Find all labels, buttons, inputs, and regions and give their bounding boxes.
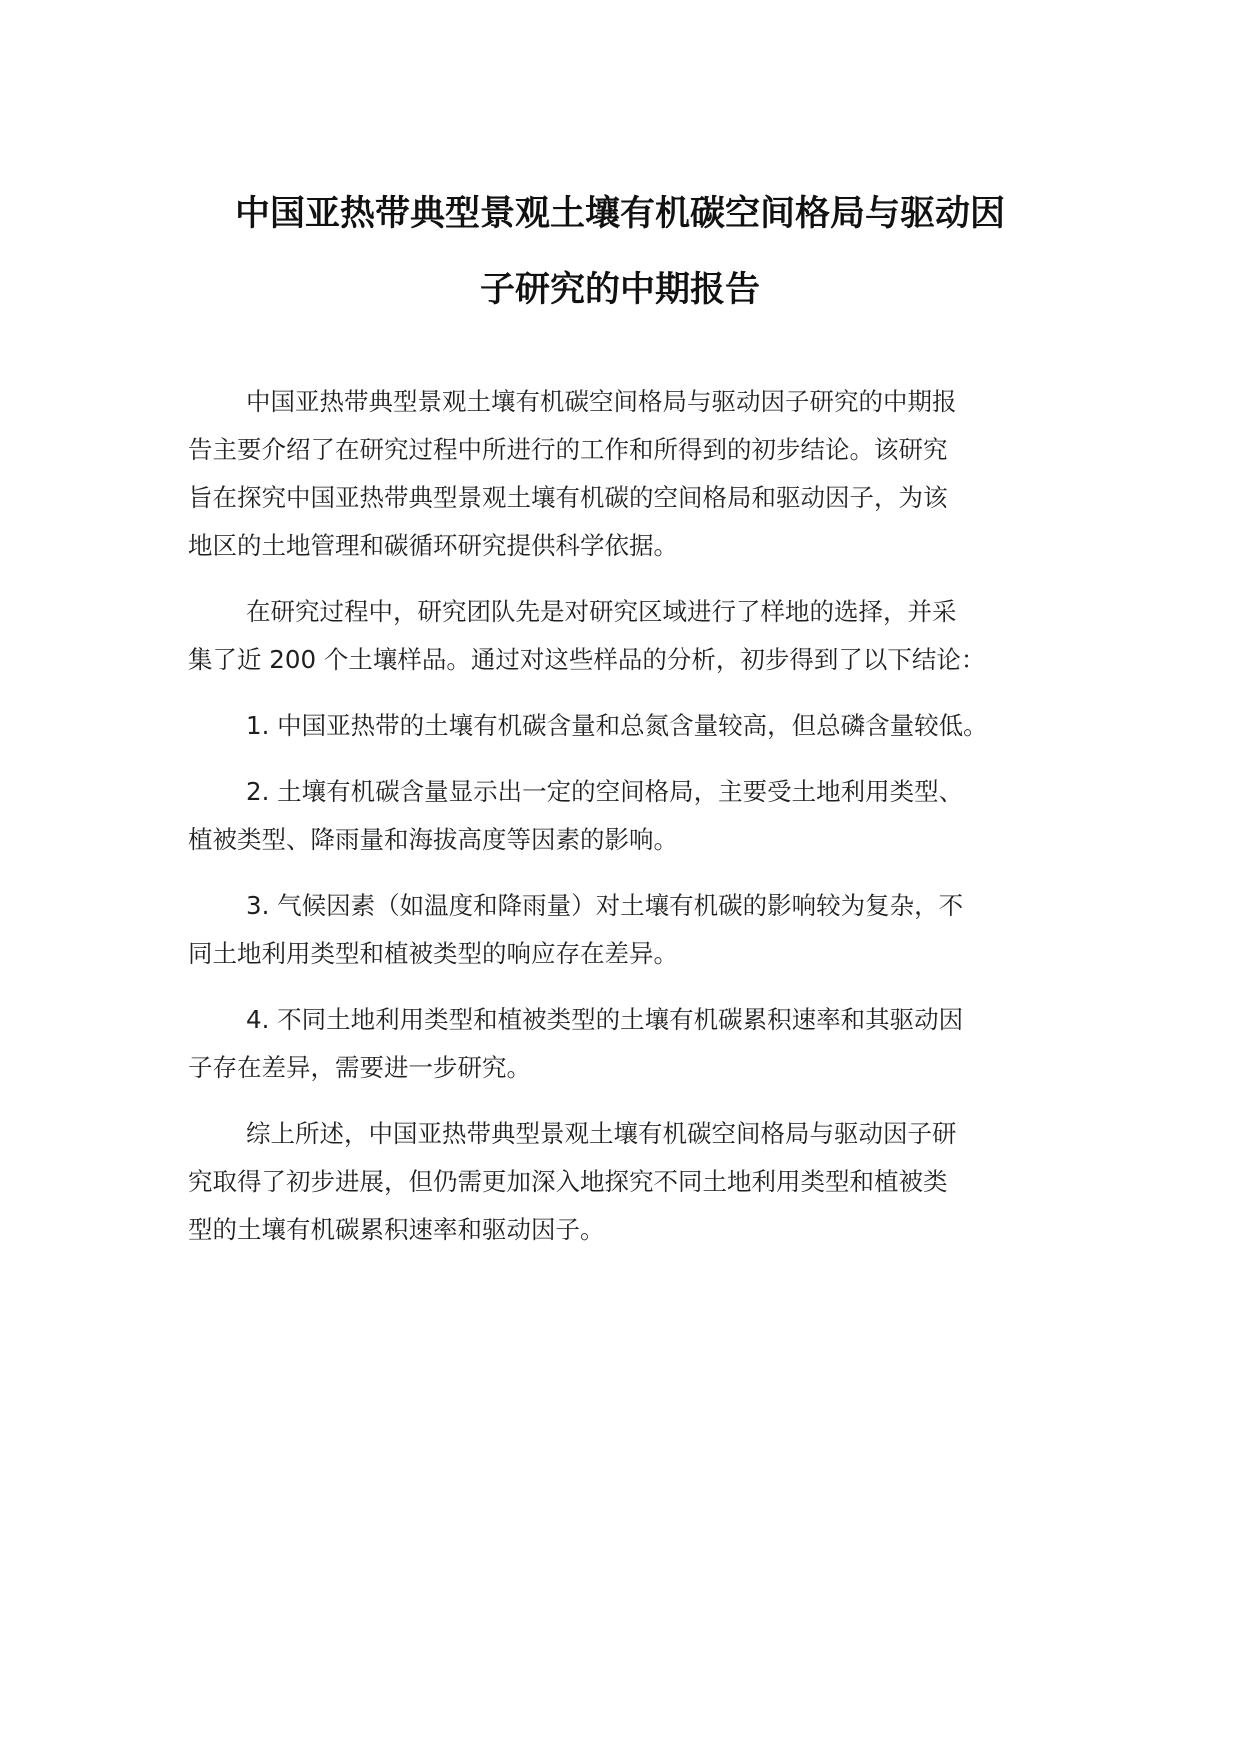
paragraph-line: 2. 土壤有机碳含量显示出一定的空间格局，主要受土地利用类型、 — [246, 777, 964, 806]
conclusion-item-2 — [188, 768, 1088, 864]
paragraph-process — [188, 588, 1088, 684]
paragraph-intro — [188, 378, 1088, 570]
paragraph-line: 地区的土地管理和碳循环研究提供科学依据。 — [188, 531, 678, 560]
document-body — [188, 378, 1088, 1272]
paragraph-line: 旨在探究中国亚热带典型景观土壤有机碳的空间格局和驱动因子，为该 — [188, 483, 948, 512]
paragraph-line: 集了近 200 个土壤样品。通过对这些样品的分析，初步得到了以下结论： — [188, 645, 986, 674]
conclusion-item-4 — [188, 996, 1088, 1092]
paragraph-line: 子存在差异，需要进一步研究。 — [188, 1053, 531, 1082]
paragraph-line: 在研究过程中，研究团队先是对研究区域进行了样地的选择，并采 — [246, 597, 957, 626]
paragraph-line: 植被类型、降雨量和海拔高度等因素的影响。 — [188, 825, 678, 854]
conclusion-item-1 — [188, 702, 1088, 750]
paragraph-line: 4. 不同土地利用类型和植被类型的土壤有机碳累积速率和其驱动因 — [246, 1005, 964, 1034]
paragraph-line: 综上所述，中国亚热带典型景观土壤有机碳空间格局与驱动因子研 — [246, 1119, 957, 1148]
document-title — [190, 176, 1050, 328]
paragraph-line: 1. 中国亚热带的土壤有机碳含量和总氮含量较高，但总磷含量较低。 — [246, 711, 988, 740]
title-line-2: 子研究的中期报告 — [479, 270, 760, 310]
paragraph-line: 型的土壤有机碳累积速率和驱动因子。 — [188, 1215, 605, 1244]
paragraph-summary — [188, 1110, 1088, 1254]
paragraph-line: 3. 气候因素（如温度和降雨量）对土壤有机碳的影响较为复杂，不 — [246, 891, 964, 920]
paragraph-line: 同土地利用类型和植被类型的响应存在差异。 — [188, 939, 678, 968]
title-line-1: 中国亚热带典型景观土壤有机碳空间格局与驱动因 — [234, 194, 1005, 234]
paragraph-line: 究取得了初步进展，但仍需更加深入地探究不同土地利用类型和植被类 — [188, 1167, 948, 1196]
paragraph-line: 中国亚热带典型景观土壤有机碳空间格局与驱动因子研究的中期报 — [246, 387, 957, 416]
conclusion-item-3 — [188, 882, 1088, 978]
paragraph-line: 告主要介绍了在研究过程中所进行的工作和所得到的初步结论。该研究 — [188, 435, 948, 464]
